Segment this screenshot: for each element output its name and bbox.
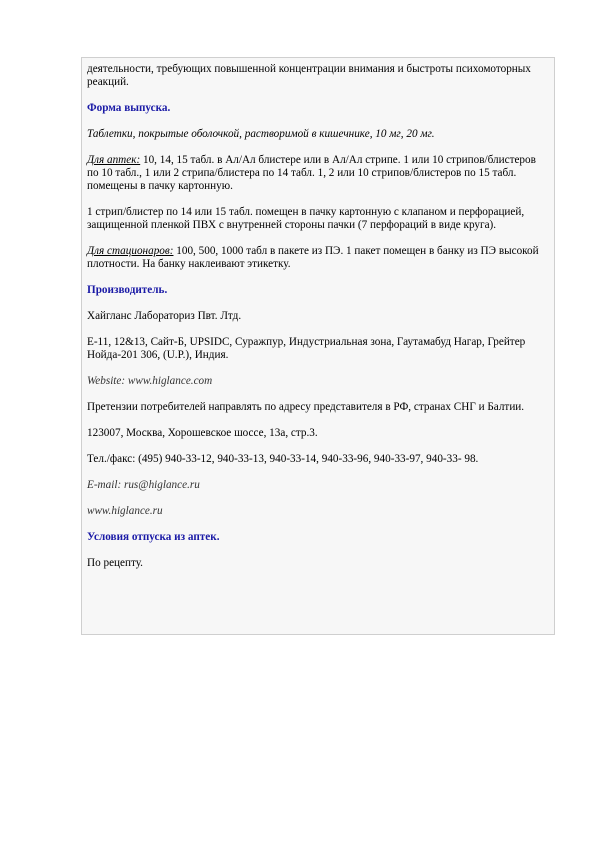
manufacturer-website: Website: www.higlance.com [87, 375, 213, 387]
manufacturer-address: Е-11, 12&13, Сайт-Б, UPSIDC, Суражпур, Индустриальная зона, Гаутамабуд Нагар, Грейтер Нойда-201 306, (U.P.), Индия. [87, 336, 526, 361]
pharmacy-label: Для аптек: [87, 154, 141, 166]
dispensing-text: По рецепту. [87, 557, 143, 569]
phone-fax: Тел./факс: (495) 940-33-12, 940-33-13, 940-33-14, 940-33-96, 940-33-97, 940-33- 98. [87, 453, 479, 465]
intro-text: деятельности, требующих повышенной концентрации внимания и быстроты психомоторных реакций. [87, 63, 531, 88]
release-form-description: Таблетки, покрытые оболочкой, растворимой в кишечнике, 10 мг, 20 мг. [87, 128, 435, 140]
document-content-box [81, 57, 555, 635]
dispensing-heading: Условия отпуска из аптек. [87, 531, 220, 543]
hospital-label: Для стационаров: [87, 245, 174, 257]
hospital-paragraph [87, 245, 548, 271]
release-form-heading: Форма выпуска. [87, 102, 171, 114]
strip-paragraph: 1 стрип/блистер по 14 или 15 табл. помещен в пачку картонную с клапаном и перфорацией, защищенной пленкой ПВХ с внутренней стороны пачки (7 перфораций в виде круга). [87, 206, 525, 231]
claims-text: Претензии потребителей направлять по адресу представителя в РФ, странах СНГ и Балтии. [87, 401, 525, 413]
representative-address: 123007, Москва, Хорошевское шоссе, 13а, стр.3. [87, 427, 318, 439]
manufacturer-heading: Производитель. [87, 284, 168, 296]
pharmacy-text: 10, 14, 15 табл. в Ал/Ал блистере или в Ал/Ал стрипе. 1 или 10 стрипов/блистеров по 10 табл., 1 или 2 стрипа/блистера по 14 табл. 1, 2 или 10 стрипов/блистеров по 15 табл. помещены в пачку картонную. [87, 154, 536, 192]
email-text: E-mail: rus@higlance.ru [87, 479, 200, 491]
manufacturer-name: Хайгланс Лабораториз Пвт. Лтд. [87, 310, 242, 322]
hospital-text: 100, 500, 1000 табл в пакете из ПЭ. 1 пакет помещен в банку из ПЭ высокой плотности. На банку наклеивают этикетку. [87, 245, 539, 270]
pharmacy-paragraph [87, 154, 548, 193]
site-text: www.higlance.ru [87, 505, 163, 517]
